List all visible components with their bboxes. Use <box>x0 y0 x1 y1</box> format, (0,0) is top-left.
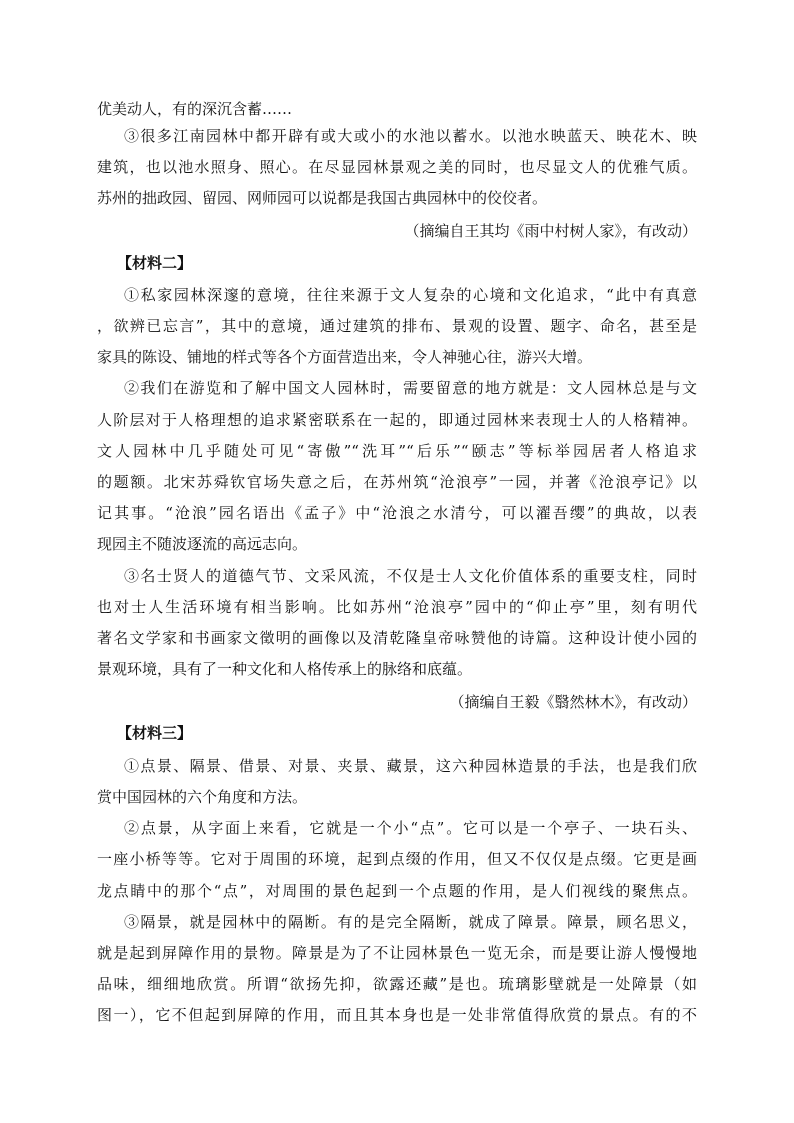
paragraph-start: ③隔景，就是园林中的隔断。有的是完全隔断，就成了障景。障景，顾名思义， <box>124 913 697 931</box>
text-line: 著名文学家和书画家文徵明的画像以及清乾隆皇帝咏赞他的诗篇。这种设计使小园的 <box>97 629 697 647</box>
text-line: 文人园林中几乎随处可见“寄傲”“洗耳”“后乐”“颐志”等标举园居者人格追求 <box>97 442 697 460</box>
paragraph-start: ③名士贤人的道德气节、文采风流，不仅是士人文化价值体系的重要支柱，同时 <box>124 567 697 585</box>
text-line: 优美动人，有的深沉含蓄…… <box>97 100 293 118</box>
text-line: 的题额。北宋苏舜钦官场失意之后，在苏州筑“沧浪亭”一园，并著《沧浪亭记》以 <box>97 473 697 491</box>
source-citation: （摘编自王其均《雨中村树人家》，有改动） <box>404 222 697 240</box>
text-line: 龙点睛中的那个“点”，对周围的景色起到一个点题的作用，是人们视线的聚焦点。 <box>97 882 697 900</box>
paragraph-start: ②我们在游览和了解中国文人园林时，需要留意的地方就是：文人园林总是与文 <box>124 379 697 397</box>
text-line: ，欲辨已忘言”，其中的意境，通过建筑的排布、景观的设置、题字、命名，甚至是 <box>97 317 697 335</box>
paragraph-start: ③很多江南园林中都开辟有或大或小的水池以蓄水。以池水映蓝天、映花木、映 <box>124 127 697 145</box>
section-heading: 【材料三】 <box>117 724 193 742</box>
paragraph-start: ②点景，从字面上来看，它就是一个小“点”。它可以是一个亭子、一块石头、 <box>124 819 697 837</box>
text-line: 赏中国园林的六个角度和方法。 <box>97 788 308 806</box>
text-line: 现园主不随波逐流的高远志向。 <box>97 535 308 553</box>
text-line: 也对士人生活环境有相当影响。比如苏州“沧浪亭”园中的“仰止亭”里，刻有明代 <box>97 598 697 616</box>
text-line: 家具的陈设、铺地的样式等各个方面营造出来，令人神驰心往，游兴大增。 <box>97 348 593 366</box>
text-line: 人阶层对于人格理想的追求紧密联系在一起的，即通过园林来表现士人的人格精神。 <box>97 411 697 429</box>
text-line: 记其事。“沧浪”园名语出《孟子》中“沧浪之水清兮，可以濯吾缨”的典故，以表 <box>97 504 697 522</box>
paragraph-start: ①私家园林深邃的意境，往往来源于文人复杂的心境和文化追求，“此中有真意 <box>124 286 697 304</box>
section-heading: 【材料二】 <box>117 254 193 272</box>
text-line: 品味，细细地欣赏。所谓“欲扬先抑，欲露还藏”是也。琉璃影壁就是一处障景（如 <box>97 975 697 993</box>
text-line: 苏州的拙政园、留园、网师园可以说都是我国古典园林中的佼佼者。 <box>97 189 548 207</box>
text-line: 图一），它不但起到屏障的作用，而且其本身也是一处非常值得欣赏的景点。有的不 <box>97 1006 697 1024</box>
text-line: 就是起到屏障作用的景物。障景是为了不让园林景色一览无余，而是要让游人慢慢地 <box>97 944 697 962</box>
text-line: 景观环境，具有了一种文化和人格传承上的脉络和底蕴。 <box>97 660 473 678</box>
text-line: 一座小桥等等。它对于周围的环境，起到点缀的作用，但又不仅仅是点缀。它更是画 <box>97 850 697 868</box>
text-line: 建筑，也以池水照身、照心。在尽显园林景观之美的同时，也尽显文人的优雅气质。 <box>97 158 697 176</box>
source-citation: （摘编自王毅《翳然林木》，有改动） <box>449 693 697 711</box>
paragraph-start: ①点景、隔景、借景、对景、夹景、藏景，这六种园林造景的手法，也是我们欣 <box>124 757 697 775</box>
